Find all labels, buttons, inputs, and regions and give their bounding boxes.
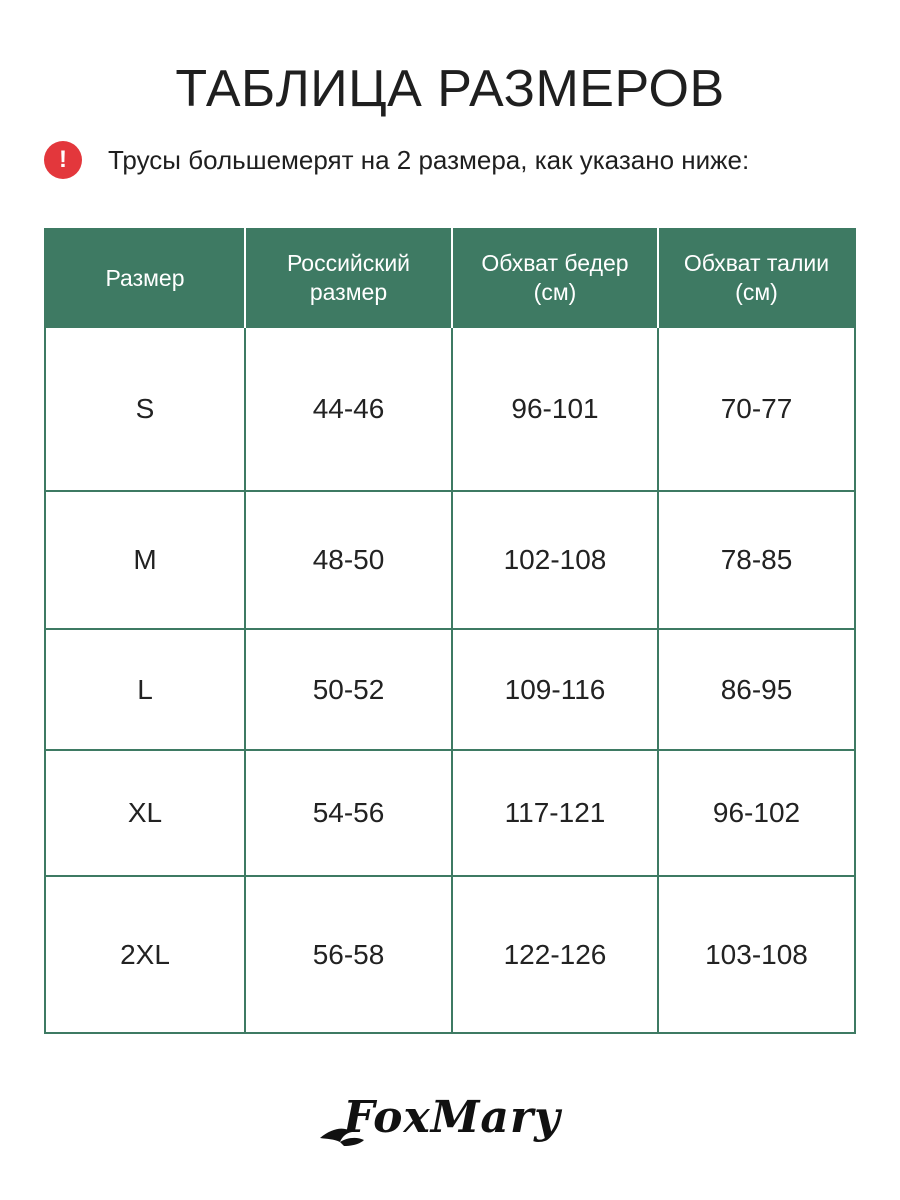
notice	[44, 140, 749, 180]
cell-hip-girth: 117-121	[452, 750, 658, 876]
cell-waist-girth: 70-77	[658, 327, 855, 491]
cell-size: XL	[45, 750, 245, 876]
table-row	[45, 750, 855, 876]
header-waist-girth: Обхват талии (см)	[658, 229, 855, 327]
cell-russian-size: 48-50	[245, 491, 452, 629]
cell-size: M	[45, 491, 245, 629]
cell-size: L	[45, 629, 245, 750]
brand-logo	[0, 1080, 900, 1160]
cell-hip-girth: 102-108	[452, 491, 658, 629]
table-header-row	[45, 229, 855, 327]
cell-hip-girth: 109-116	[452, 629, 658, 750]
size-table	[44, 228, 856, 1034]
cell-hip-girth: 122-126	[452, 876, 658, 1033]
table-row	[45, 876, 855, 1033]
table-row	[45, 491, 855, 629]
cell-russian-size: 50-52	[245, 629, 452, 750]
cell-waist-girth: 86-95	[658, 629, 855, 750]
cell-waist-girth: 96-102	[658, 750, 855, 876]
cell-russian-size: 44-46	[245, 327, 452, 491]
cell-size: 2XL	[45, 876, 245, 1033]
table-row	[45, 629, 855, 750]
cell-size: S	[45, 327, 245, 491]
cell-russian-size: 56-58	[245, 876, 452, 1033]
cell-waist-girth: 78-85	[658, 491, 855, 629]
page-title: ТАБЛИЦА РАЗМЕРОВ	[175, 60, 725, 118]
header-hip-girth: Обхват бедер (см)	[452, 229, 658, 327]
cell-hip-girth: 96-101	[452, 327, 658, 491]
notice-text: Трусы большемерят на 2 размера, как указано ниже:	[108, 144, 750, 175]
header-russian-size: Российский размер	[245, 229, 452, 327]
cell-waist-girth: 103-108	[658, 876, 855, 1033]
header-size: Размер	[45, 229, 245, 327]
table-row	[45, 327, 855, 491]
logo-text: FoxMary	[343, 1092, 561, 1143]
cell-russian-size: 54-56	[245, 750, 452, 876]
exclamation-icon: !	[44, 141, 82, 179]
